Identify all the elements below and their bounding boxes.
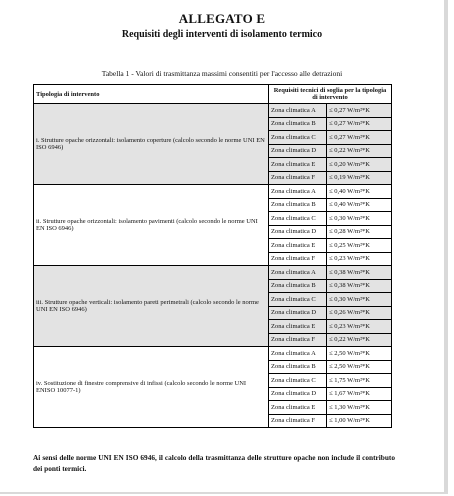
transmittance-value-cell: ≤ 0,38 W/m²*K <box>327 279 392 293</box>
climate-zone-cell: Zona climatica A <box>269 266 327 280</box>
transmittance-value-cell: ≤ 0,19 W/m²*K <box>327 171 392 185</box>
climate-zone-cell: Zona climatica B <box>269 360 327 374</box>
climate-zone-cell: Zona climatica B <box>269 279 327 293</box>
climate-zone-cell: Zona climatica A <box>269 185 327 199</box>
document-subtitle: Requisiti degli interventi di isolamento termico <box>121 29 323 40</box>
transmittance-value-cell: ≤ 0,22 W/m²*K <box>327 144 392 158</box>
climate-zone-cell: Zona climatica D <box>269 387 327 401</box>
transmittance-value-cell: ≤ 0,27 W/m²*K <box>327 104 392 118</box>
climate-zone-cell: Zona climatica C <box>269 293 327 307</box>
transmittance-value-cell: ≤ 1,67 W/m²*K <box>327 387 392 401</box>
table-row <box>34 104 392 118</box>
transmittance-value-cell: ≤ 0,26 W/m²*K <box>327 306 392 320</box>
transmittance-value-cell: ≤ 1,00 W/m²*K <box>327 414 392 428</box>
document-title: ALLEGATO E <box>178 11 266 26</box>
table-caption: Tabella 1 - Valori di trasmittanza massimi consentiti per l'accesso alle detrazioni <box>101 69 343 78</box>
climate-zone-cell: Zona climatica F <box>269 252 327 266</box>
transmittance-value-cell: ≤ 1,30 W/m²*K <box>327 401 392 415</box>
intervention-description: iv. Sostituzione di finestre comprensive di infissi (calcolo secondo le norme UNI ENISO 10077-1) <box>34 347 269 428</box>
table-row <box>34 266 392 280</box>
table-body <box>34 104 392 428</box>
intervention-description: i. Strutture opache orizzontali: isolamento coperture (calcolo secondo le norme UNI EN ISO 6946) <box>34 104 269 185</box>
transmittance-value-cell: ≤ 2,50 W/m²*K <box>327 347 392 361</box>
transmittance-value-cell: ≤ 0,23 W/m²*K <box>327 252 392 266</box>
transmittance-value-cell: ≤ 0,22 W/m²*K <box>327 333 392 347</box>
transmittance-value-cell: ≤ 0,30 W/m²*K <box>327 293 392 307</box>
climate-zone-cell: Zona climatica F <box>269 333 327 347</box>
climate-zone-cell: Zona climatica D <box>269 144 327 158</box>
climate-zone-cell: Zona climatica F <box>269 414 327 428</box>
intervention-description: ii. Strutture opache orizzontali: isolamento pavimenti (calcolo secondo le norme UNI EN ISO 6946) <box>34 185 269 266</box>
climate-zone-cell: Zona climatica E <box>269 239 327 253</box>
climate-zone-cell: Zona climatica D <box>269 306 327 320</box>
climate-zone-cell: Zona climatica A <box>269 347 327 361</box>
table-header-row <box>34 85 392 104</box>
climate-zone-cell: Zona climatica E <box>269 158 327 172</box>
table-row <box>34 185 392 199</box>
climate-zone-cell: Zona climatica B <box>269 198 327 212</box>
climate-zone-cell: Zona climatica B <box>269 117 327 131</box>
climate-zone-cell: Zona climatica C <box>269 131 327 145</box>
climate-zone-cell: Zona climatica D <box>269 225 327 239</box>
table-row <box>34 347 392 361</box>
transmittance-value-cell: ≤ 0,30 W/m²*K <box>327 212 392 226</box>
transmittance-value-cell: ≤ 0,25 W/m²*K <box>327 239 392 253</box>
footnote: Ai sensi delle norme UNI EN ISO 6946, il calcolo della trasmittanza delle strutture opache non include il contributo dei ponti termici. <box>33 453 395 473</box>
intervention-description: iii. Strutture opache verticali: isolamento pareti perimetrali (calcolo secondo le norme UNI EN ISO 6946) <box>34 266 269 347</box>
transmittance-value-cell: ≤ 0,27 W/m²*K <box>327 131 392 145</box>
column-header-tipologia: Tipologia di intervento <box>34 85 269 104</box>
transmittance-value-cell: ≤ 1,75 W/m²*K <box>327 374 392 388</box>
transmittance-value-cell: ≤ 2,50 W/m²*K <box>327 360 392 374</box>
transmittance-value-cell: ≤ 0,38 W/m²*K <box>327 266 392 280</box>
transmittance-value-cell: ≤ 0,27 W/m²*K <box>327 117 392 131</box>
climate-zone-cell: Zona climatica E <box>269 401 327 415</box>
transmittance-value-cell: ≤ 0,40 W/m²*K <box>327 198 392 212</box>
column-header-requisiti: Requisiti tecnici di soglia per la tipologia di intervento <box>269 85 392 104</box>
climate-zone-cell: Zona climatica E <box>269 320 327 334</box>
transmittance-value-cell: ≤ 0,23 W/m²*K <box>327 320 392 334</box>
climate-zone-cell: Zona climatica C <box>269 212 327 226</box>
climate-zone-cell: Zona climatica A <box>269 104 327 118</box>
requirements-table <box>33 84 392 428</box>
transmittance-value-cell: ≤ 0,40 W/m²*K <box>327 185 392 199</box>
climate-zone-cell: Zona climatica C <box>269 374 327 388</box>
transmittance-value-cell: ≤ 0,28 W/m²*K <box>327 225 392 239</box>
transmittance-value-cell: ≤ 0,20 W/m²*K <box>327 158 392 172</box>
climate-zone-cell: Zona climatica F <box>269 171 327 185</box>
